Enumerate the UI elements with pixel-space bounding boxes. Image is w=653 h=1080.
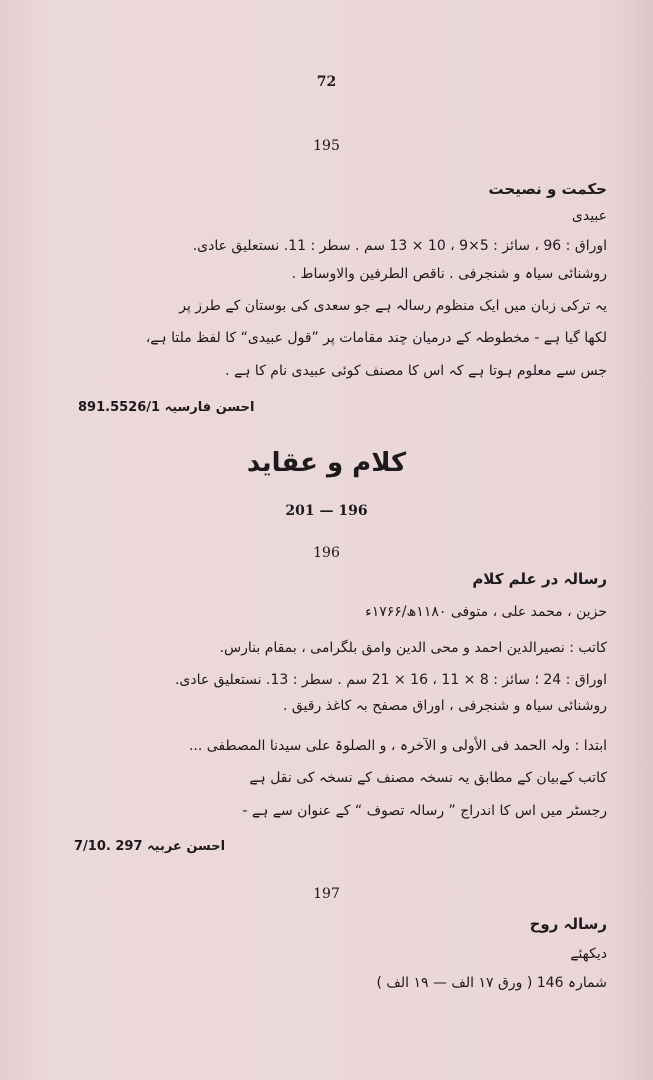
- entry-196-beginning: ابتدا : ولہ الحمد فی الأولی و الآخرہ ، و الصلوۃ علی سیدنا المصطفی ...: [188, 738, 607, 754]
- entry-196-desc-1: کاتب کےبیان کے مطابق یہ نسخہ مصنف کے نسخہ کی نقل ہے: [249, 770, 607, 786]
- entry-197-number: 197: [313, 886, 340, 902]
- entry-195-desc-1: یہ ترکی زبان میں ایک منظوم رسالہ ہے جو سعدی کی بوستان کے طرز پر: [179, 298, 607, 314]
- entry-197-see: دیکھئے: [570, 946, 607, 962]
- entry-195-line-2: روشنائی سیاہ و شنجرفی . ناقص الطرفین والاوساط .: [291, 266, 607, 282]
- entry-195-line-1: اوراق : 96 ، سائز : 5×9 ، 10 × 13 سم . سطر : 11. نستعلیق عادی.: [192, 238, 607, 254]
- entry-195-reference: احسن فارسیہ 891.5526/1: [78, 400, 255, 415]
- section-heading: کلام و عقاید: [246, 448, 407, 478]
- entry-196-reference: احسن عربیہ 297 .7/10: [74, 839, 226, 854]
- entry-196-desc-2: رجسٹر میں اس کا اندراج ” رسالہ تصوف “ کے عنوان سے ہے -: [242, 803, 607, 819]
- entry-195-desc-2: لکھا گیا ہے - مخطوطہ کے درمیان چند مقامات پر ”قول عبیدی“ کا لفظ ملتا ہے،: [145, 330, 607, 346]
- entry-196-author: حزین ، محمد علی ، متوفی ۱۱۸۰ھ/۱۷۶۶ء: [365, 604, 607, 620]
- entry-196-line-2: روشنائی سیاہ و شنجرفی ، اوراق مصفح بہ کاغذ رقیق .: [282, 698, 607, 714]
- page-number: 72: [316, 74, 337, 90]
- entry-197-title: رسالہ روح: [529, 915, 607, 933]
- entry-195-desc-3: جس سے معلوم ہوتا ہے کہ اس کا مصنف کوئی عبیدی نام کا ہے .: [225, 363, 607, 379]
- entry-195-author: عبیدی: [571, 208, 607, 224]
- entry-196-number: 196: [313, 545, 340, 561]
- section-range: 201 — 196: [285, 503, 368, 519]
- entry-197-see-reference: شمارہ 146 ( ورق ۱۷ الف — ۱۹ الف ): [376, 975, 607, 991]
- entry-196-title: رسالہ در علم کلام: [472, 570, 607, 588]
- entry-196-scribe: کاتب : نصیرالدین احمد و محی الدین وامق بلگرامی ، بمقام بنارس.: [219, 640, 607, 656]
- entry-195-number: 195: [313, 138, 340, 154]
- entry-196-line-1: اوراق : 24 ؛ سائز : 8 × 11 ، 16 × 21 سم . سطر : 13. نستعلیق عادی.: [174, 672, 607, 688]
- entry-195-title: حکمت و نصیحت: [488, 180, 607, 198]
